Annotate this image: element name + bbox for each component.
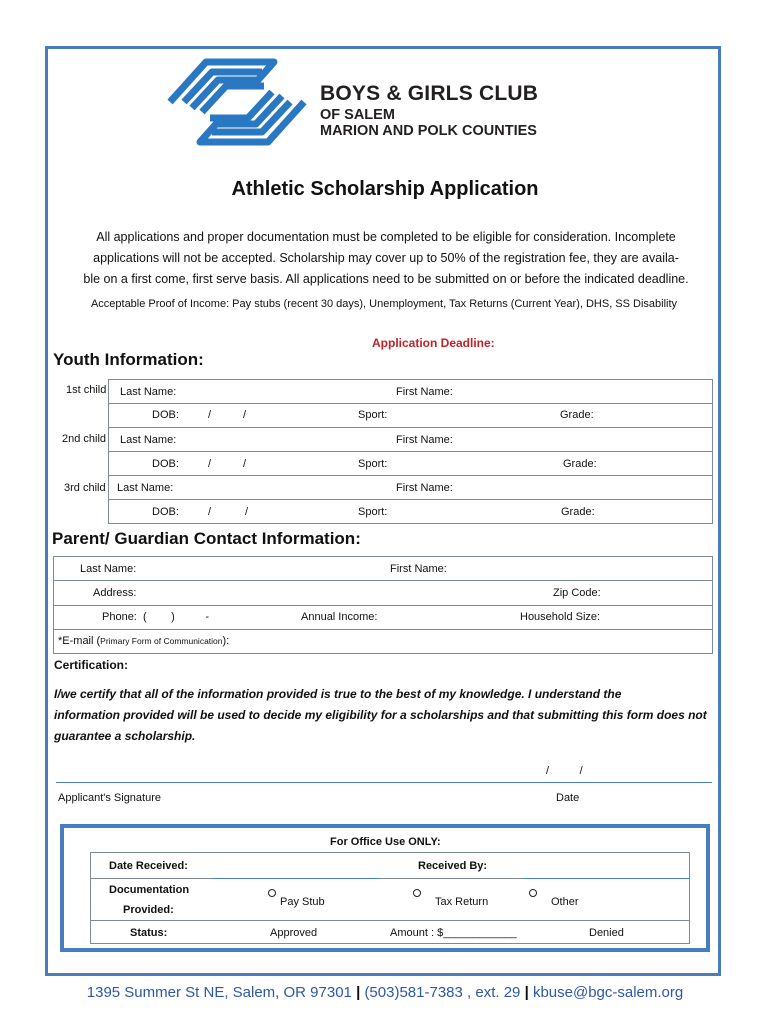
- tax-return-option: Tax Return: [435, 896, 489, 908]
- footer-contact: [0, 984, 770, 1001]
- parent-last-name[interactable]: Last Name:: [80, 563, 137, 575]
- parent-first-name[interactable]: First Name:: [390, 563, 447, 575]
- certification-text: [54, 684, 720, 747]
- provided-label: Provided:: [123, 904, 174, 916]
- footer-separator: |: [524, 984, 529, 1001]
- parent-zip-code[interactable]: Zip Code:: [553, 587, 601, 599]
- dob-slash: /: [243, 409, 247, 421]
- parent-phone[interactable]: Phone: ( ) -: [102, 611, 209, 623]
- household-size[interactable]: Household Size:: [520, 611, 601, 623]
- child-1-first-name[interactable]: First Name:: [396, 386, 453, 398]
- applicant-signature-label: Applicant's Signature: [58, 792, 161, 804]
- signature-date-label: Date: [556, 792, 580, 804]
- received-by-field[interactable]: [524, 878, 690, 879]
- parent-info-heading: Parent/ Guardian Contact Information:: [52, 529, 361, 548]
- received-by-label: Received By:: [418, 860, 488, 872]
- child-1-label: 1st child: [66, 384, 107, 396]
- email-note: Primary Form of Communication: [100, 636, 223, 646]
- footer-email[interactable]: kbuse@bgc-salem.org: [532, 984, 684, 1001]
- child-1-grade[interactable]: Grade:: [560, 409, 594, 421]
- child-1-sport[interactable]: Sport:: [358, 409, 388, 421]
- email-label-end: ):: [222, 635, 230, 647]
- status-label: Status:: [130, 927, 168, 939]
- date-received-label: Date Received:: [109, 860, 188, 872]
- certification-line-3: guarantee a scholarship.: [54, 729, 196, 743]
- logo: [162, 56, 312, 153]
- child-3-last-name[interactable]: Last Name:: [117, 482, 174, 494]
- parent-address[interactable]: Address:: [93, 587, 137, 599]
- youth-info-heading: Youth Information:: [53, 350, 204, 369]
- child-1-last-name[interactable]: Last Name:: [120, 386, 177, 398]
- child-3-sport[interactable]: Sport:: [358, 506, 388, 518]
- dob-slash: /: [208, 409, 212, 421]
- status-denied[interactable]: Denied: [589, 927, 624, 939]
- org-name: BOYS & GIRLS CLUB: [320, 82, 539, 105]
- other-option: Other: [551, 896, 579, 908]
- signature-date-slashes: / /: [546, 765, 583, 777]
- documentation-label: Documentation: [109, 884, 190, 896]
- date-received-field[interactable]: [212, 878, 380, 879]
- child-2-dob[interactable]: DOB:: [152, 458, 179, 470]
- email-label: *E-mail (: [58, 635, 101, 647]
- amount-field[interactable]: Amount : $____________: [390, 927, 517, 939]
- child-1-dob[interactable]: DOB:: [152, 409, 179, 421]
- intro-text: [64, 227, 708, 290]
- certification-line-1: I/we certify that all of the information provided is true to the best of my knowledge. I understand the: [54, 687, 622, 701]
- pay-stub-option: Pay Stub: [280, 896, 325, 908]
- application-deadline-label: Application Deadline:: [372, 336, 495, 350]
- dob-slash: /: [208, 458, 212, 470]
- child-2-grade[interactable]: Grade:: [563, 458, 597, 470]
- page-title: Athletic Scholarship Application: [231, 178, 539, 200]
- footer-phone: (503)581-7383 , ext. 29: [364, 984, 521, 1001]
- child-2-last-name[interactable]: Last Name:: [120, 434, 177, 446]
- pay-stub-radio[interactable]: [268, 889, 276, 897]
- org-subtitle-2: MARION AND POLK COUNTIES: [320, 123, 537, 139]
- other-radio[interactable]: [529, 889, 537, 897]
- footer-address: 1395 Summer St NE, Salem, OR 97301: [86, 984, 352, 1001]
- intro-line-3: ble on a first come, first serve basis. All applications need to be submitted on or before the indicated deadline.: [83, 272, 689, 286]
- intro-line-1: All applications and proper documentation must be completed to be eligible for consideration. Incomplete: [96, 230, 676, 244]
- child-3-label: 3rd child: [64, 482, 106, 494]
- dob-slash: /: [245, 506, 249, 518]
- status-approved[interactable]: Approved: [270, 927, 318, 939]
- child-3-grade[interactable]: Grade:: [561, 506, 595, 518]
- signature-line[interactable]: [56, 782, 712, 783]
- child-2-sport[interactable]: Sport:: [358, 458, 388, 470]
- club-hands-icon: [162, 56, 312, 148]
- org-subtitle-1: OF SALEM: [320, 107, 395, 123]
- child-3-dob[interactable]: DOB:: [152, 506, 179, 518]
- annual-income[interactable]: Annual Income:: [301, 611, 378, 623]
- dob-slash: /: [243, 458, 247, 470]
- parent-email[interactable]: [58, 635, 229, 647]
- child-3-first-name[interactable]: First Name:: [396, 482, 453, 494]
- child-2-first-name[interactable]: First Name:: [396, 434, 453, 446]
- footer-separator: |: [356, 984, 361, 1001]
- dob-slash: /: [208, 506, 212, 518]
- tax-return-radio[interactable]: [413, 889, 421, 897]
- income-proof-text: Acceptable Proof of Income: Pay stubs (recent 30 days), Unemployment, Tax Returns (Current Year), DHS, SS Disability: [90, 298, 678, 310]
- intro-line-2: applications will not be accepted. Scholarship may cover up to 50% of the registration fee, they are availa-: [93, 251, 679, 265]
- certification-heading: Certification:: [54, 658, 129, 672]
- certification-line-2: information provided will be used to decide my eligibility for a scholarships and that submitting this form does not: [54, 708, 707, 722]
- child-2-label: 2nd child: [62, 433, 107, 445]
- office-use-heading: For Office Use ONLY:: [330, 836, 441, 848]
